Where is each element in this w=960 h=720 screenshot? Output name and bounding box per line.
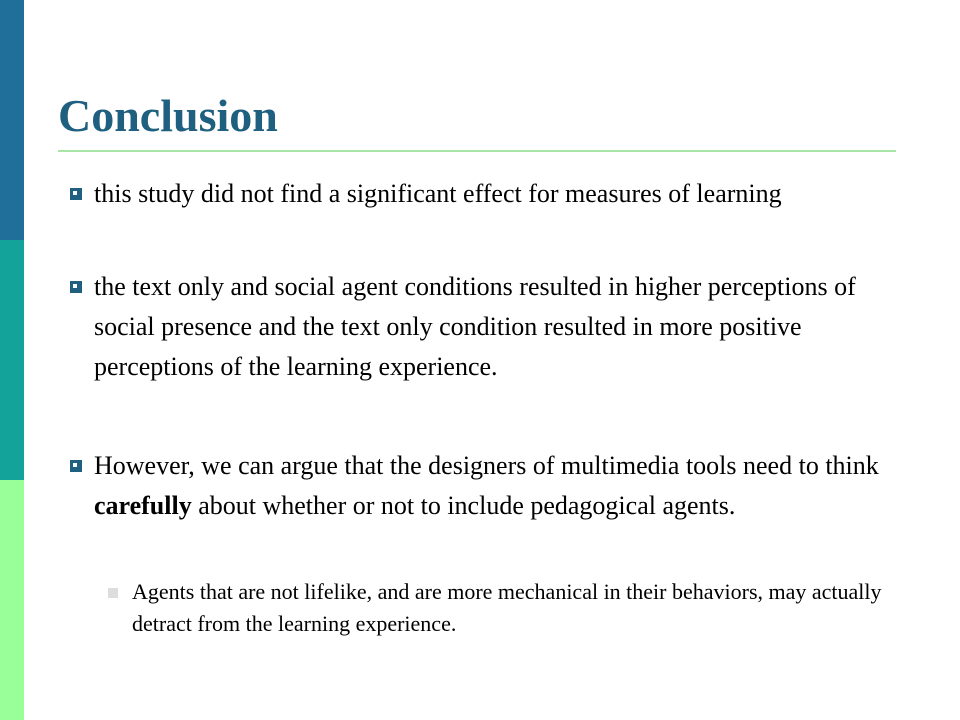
sub-bullet-item (108, 576, 908, 640)
square-bullet-icon (70, 188, 82, 200)
side-bar-middle-segment (0, 240, 24, 480)
bullet-text-after: about whether or not to include pedagogical agents. (191, 491, 736, 520)
slide-title: Conclusion (58, 90, 278, 141)
side-bar-top-segment (0, 0, 24, 240)
bullet-text: the text only and social agent conditions resulted in higher perceptions of social presence and the text only condition resulted in more positive perceptions of the learning experience. (94, 272, 856, 381)
square-bullet-icon (70, 460, 82, 472)
bullet-text-before: However, we can argue that the designers of multimedia tools need to think (94, 451, 879, 480)
bullet-item (70, 174, 885, 214)
side-bar-bottom-segment (0, 480, 24, 720)
bullet-emphasis: carefully (94, 491, 192, 520)
bullet-text (94, 446, 885, 526)
square-sub-bullet-icon (108, 588, 118, 598)
title-underline (58, 150, 896, 152)
bullet-item (70, 446, 885, 526)
side-bar (0, 0, 24, 720)
sub-bullet-text: Agents that are not lifelike, and are more mechanical in their behaviors, may actually detract from the learning experience. (132, 579, 882, 636)
square-bullet-icon (70, 281, 82, 293)
bullet-item (70, 267, 885, 387)
bullet-text: this study did not find a significant effect for measures of learning (94, 179, 782, 208)
